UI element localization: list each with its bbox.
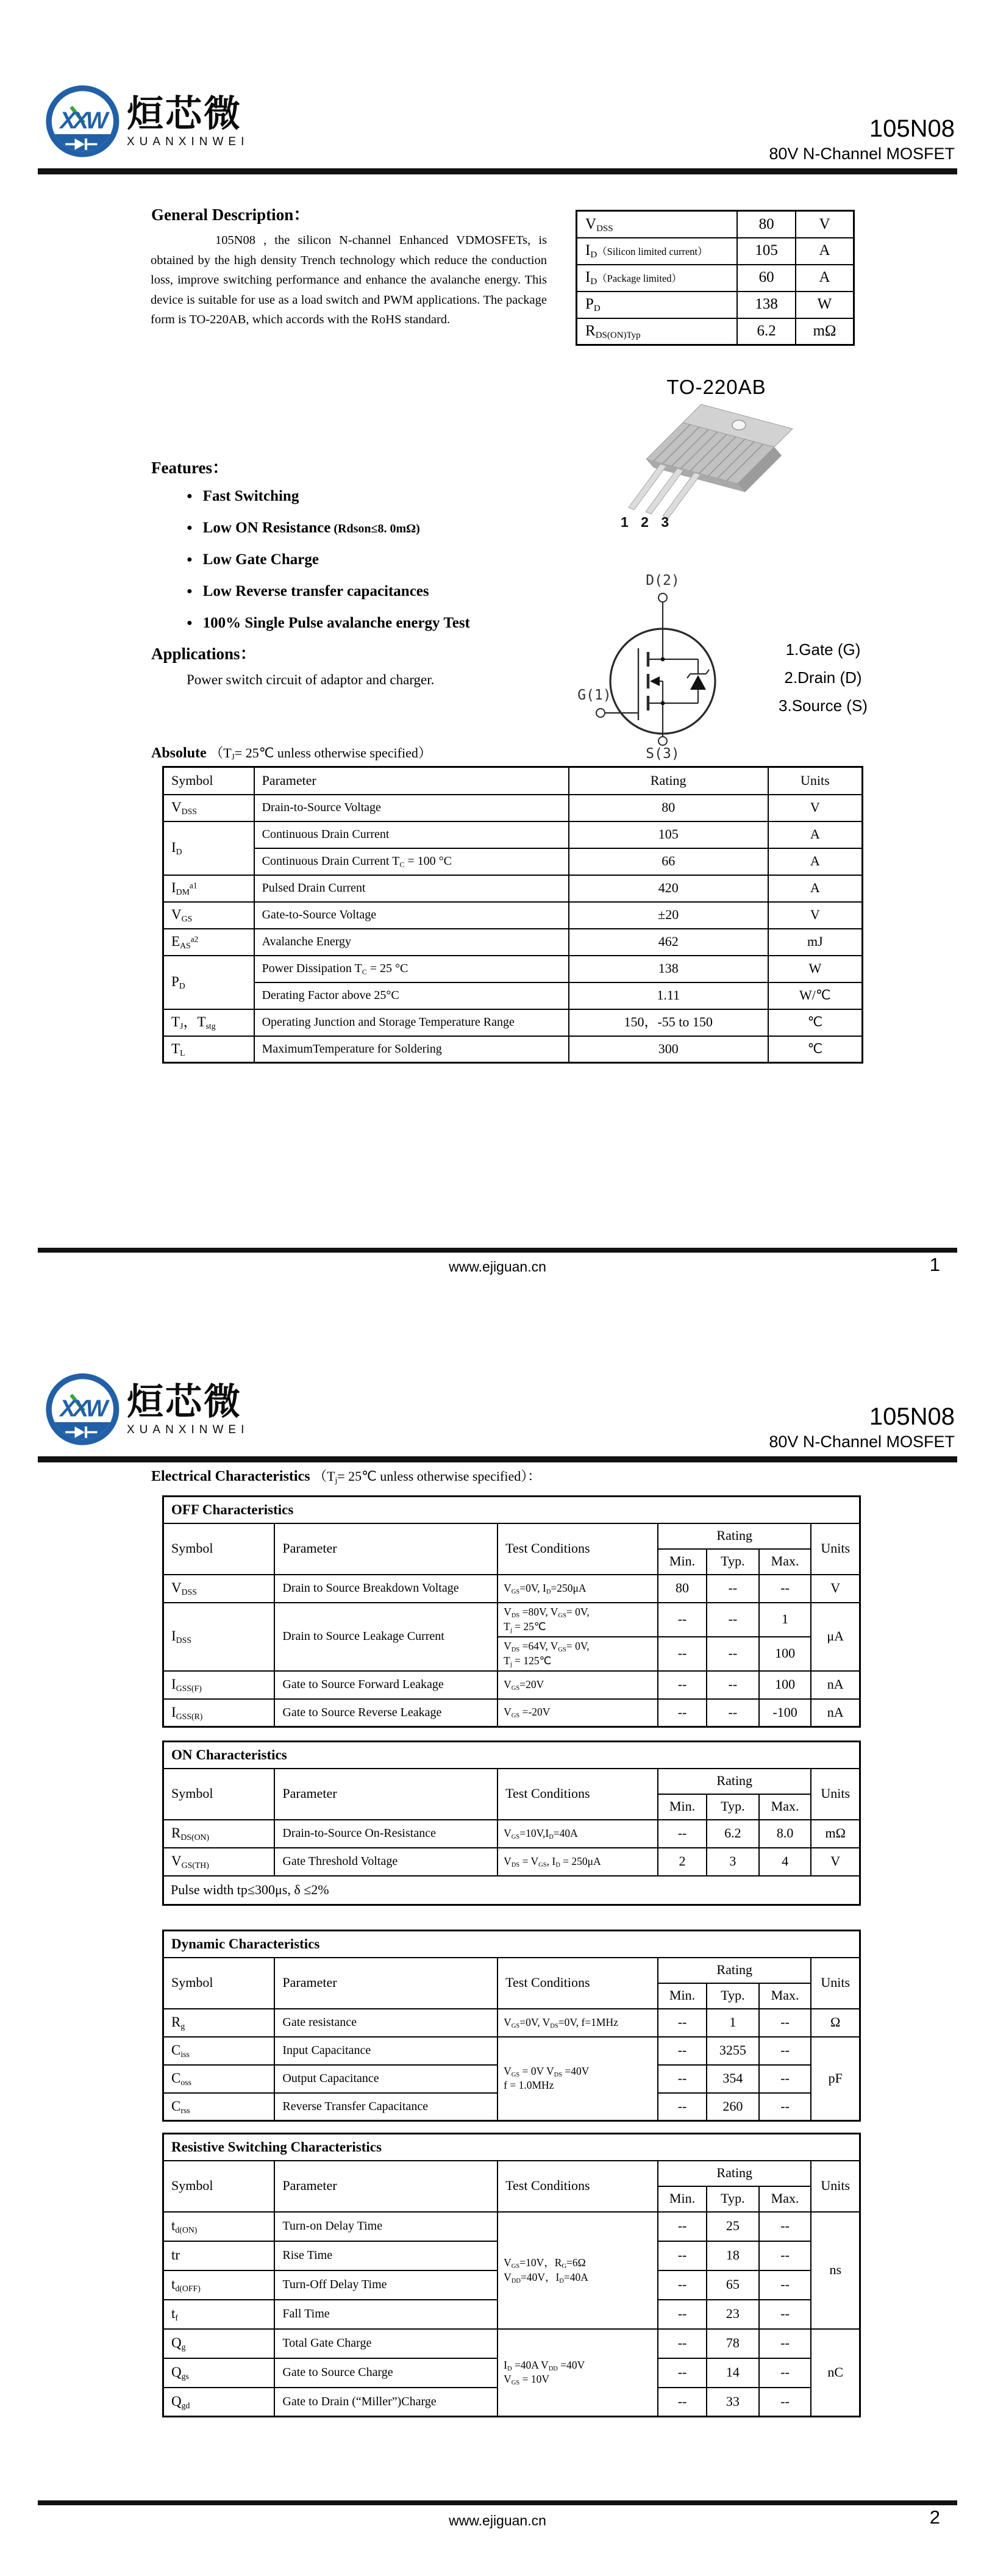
dynamic-characteristics-table-grid bbox=[162, 1930, 861, 2122]
table-cell: $C_{oss}$ bbox=[163, 2065, 275, 2093]
table-cell: V bbox=[811, 1848, 860, 1876]
table-cell: ns bbox=[811, 2212, 860, 2329]
electrical-characteristics-title-line bbox=[151, 1466, 541, 1485]
table-cell: A bbox=[768, 821, 863, 848]
table-cell: Rise Time bbox=[274, 2241, 498, 2270]
table-cell: -- bbox=[759, 2009, 811, 2037]
table-cell: 100 bbox=[759, 1637, 811, 1671]
table-cell: 80 bbox=[569, 795, 768, 821]
table-cell: Min. bbox=[658, 1983, 707, 2009]
table-cell: -- bbox=[759, 2212, 811, 2241]
table-cell: -- bbox=[658, 2093, 707, 2121]
table-cell: 105 bbox=[737, 238, 796, 265]
item-label: Low Reverse transfer capacitances bbox=[202, 583, 429, 599]
table-cell: $I_D$ bbox=[163, 821, 254, 875]
bullet-icon: ● bbox=[187, 523, 193, 533]
table-cell: Ω bbox=[811, 2009, 860, 2037]
section-title: Resistive Switching Characteristics bbox=[163, 2134, 860, 2161]
table-cell: -- bbox=[759, 2300, 811, 2329]
table-cell: $t_{d(OFF)}$ bbox=[163, 2270, 275, 2300]
table-cell: 78 bbox=[707, 2329, 759, 2358]
absolute-title-line bbox=[151, 743, 432, 762]
table-cell: Gate to Drain (“Miller”)Charge bbox=[274, 2388, 498, 2417]
table-cell: -- bbox=[658, 2388, 707, 2417]
table-cell: $V_{GS}=10V$，$R_G=6\Omega$ $V_{DD}=40V$，$I_D=40A$ bbox=[498, 2212, 658, 2329]
footer-url: www.ejiguan.cn bbox=[449, 1259, 546, 1275]
table-cell: Gate to Source Forward Leakage bbox=[274, 1671, 498, 1699]
table-cell: Input Capacitance bbox=[274, 2037, 498, 2065]
table-cell: Test Conditions bbox=[498, 1769, 658, 1820]
pin-numbers-label: 1 2 3 bbox=[621, 514, 674, 530]
table-cell: -- bbox=[707, 1603, 759, 1637]
table-cell: 60 bbox=[737, 265, 796, 292]
table-cell: Gate to Source Reverse Leakage bbox=[274, 1699, 498, 1727]
table-cell: 150，-55 to 150 bbox=[569, 1009, 768, 1036]
table-cell: W/℃ bbox=[768, 982, 863, 1009]
table-cell: mΩ bbox=[811, 1820, 860, 1848]
table-cell: Drain to Source Leakage Current bbox=[274, 1603, 498, 1671]
off-characteristics-table bbox=[162, 1495, 861, 1728]
table-cell: Max. bbox=[759, 1549, 811, 1575]
table-cell: Avalanche Energy bbox=[254, 929, 569, 956]
table-cell: -- bbox=[759, 1575, 811, 1603]
header-rule bbox=[38, 168, 957, 174]
table-cell: Rating bbox=[658, 2161, 811, 2186]
features-title: Features： bbox=[151, 459, 229, 477]
table-cell: Test Conditions bbox=[498, 2161, 658, 2212]
item-note: (Rdson≤8. 0mΩ) bbox=[333, 522, 420, 535]
table-cell: Max. bbox=[759, 2186, 811, 2212]
section-title: OFF Characteristics bbox=[163, 1497, 860, 1523]
table-cell: Pulsed Drain Current bbox=[254, 875, 569, 902]
table-cell: Min. bbox=[658, 2186, 707, 2212]
feature-item bbox=[187, 615, 470, 634]
table-cell: Symbol bbox=[163, 1769, 275, 1820]
table-cell: 18 bbox=[707, 2241, 759, 2270]
table-note: Pulse width tp≤300μs, δ ≤2% bbox=[163, 1876, 860, 1905]
table-cell: $R_{DS(ON)Typ}$ bbox=[577, 318, 738, 345]
absolute-title: Absolute bbox=[151, 745, 207, 761]
table-cell: -- bbox=[707, 1575, 759, 1603]
table-cell: -- bbox=[658, 1603, 707, 1637]
table-cell: nC bbox=[811, 2329, 860, 2417]
bullet-icon: ● bbox=[187, 491, 193, 501]
table-cell: $V_{DSS}$ bbox=[163, 1575, 275, 1603]
table-cell: 3 bbox=[707, 1848, 759, 1876]
applications-title: Applications： bbox=[151, 645, 257, 663]
resistive-switching-table-grid bbox=[162, 2133, 861, 2417]
table-cell: $V_{GS}=0V$, $I_D=250\mu A$ bbox=[498, 1575, 658, 1603]
brand-text bbox=[127, 1383, 249, 1437]
table-cell: Rating bbox=[658, 1523, 811, 1549]
table-cell: $V_{DS} =64V$, $V_{GS}= 0V$, $T_j$ = 125℃ bbox=[498, 1637, 658, 1671]
table-cell: V bbox=[796, 211, 854, 238]
table-cell: -- bbox=[658, 1671, 707, 1699]
table-cell: Drain-to-Source On-Resistance bbox=[274, 1820, 498, 1848]
table-cell: $I_{GSS(F)}$ bbox=[163, 1671, 275, 1699]
table-cell: -- bbox=[658, 2270, 707, 2300]
table-cell: -- bbox=[658, 2212, 707, 2241]
table-cell: Test Conditions bbox=[498, 1523, 658, 1575]
table-cell: $V_{GS(TH)}$ bbox=[163, 1848, 275, 1876]
table-cell: ℃ bbox=[768, 1036, 863, 1063]
page-number: 1 bbox=[929, 1254, 940, 1275]
brand-name-cn: 烜芯微 bbox=[127, 1381, 242, 1423]
table-cell: $I_{DSS}$ bbox=[163, 1603, 275, 1671]
table-cell: $I_D =40A$ $V_{DD} =40V$ $V_{GS} = 10V$ bbox=[498, 2329, 658, 2417]
feature-item bbox=[187, 551, 470, 571]
table-cell: $V_{DS} =80V$, $V_{GS}= 0V$, $T_j$ = 25℃ bbox=[498, 1603, 658, 1637]
absolute-condition: （$T_J=$ 25℃ unless otherwise specified） bbox=[210, 745, 432, 762]
table-cell: mJ bbox=[768, 929, 863, 956]
table-cell: -- bbox=[658, 1637, 707, 1671]
table-cell: 300 bbox=[569, 1036, 768, 1063]
table-cell: Typ. bbox=[707, 1983, 759, 2009]
table-cell: A bbox=[796, 238, 854, 265]
quick-spec-table bbox=[576, 210, 855, 346]
table-cell: V bbox=[768, 795, 863, 821]
table-cell: $V_{GS}=20V$ bbox=[498, 1671, 658, 1699]
table-cell: Typ. bbox=[707, 2186, 759, 2212]
package-image bbox=[591, 399, 854, 531]
table-cell: $I_D(Package$ limited） bbox=[577, 265, 738, 292]
table-cell: Max. bbox=[759, 1794, 811, 1820]
general-description-title: General Description： bbox=[151, 206, 310, 224]
table-cell: 25 bbox=[707, 2212, 759, 2241]
brand-name-en: XUANXINWEI bbox=[127, 1423, 249, 1436]
table-cell: Rating bbox=[658, 1958, 811, 1983]
table-cell: -- bbox=[658, 1820, 707, 1848]
table-cell: -- bbox=[658, 2300, 707, 2329]
table-cell: W bbox=[796, 292, 854, 318]
absolute-max-ratings-table-grid bbox=[162, 766, 863, 1064]
table-cell: Derating Factor above 25°C bbox=[254, 982, 569, 1009]
table-cell: Rating bbox=[569, 767, 768, 795]
table-cell: $V_{DS} = V_{GS}$, $I_D = 250\mu A$ bbox=[498, 1848, 658, 1876]
on-characteristics-table-grid bbox=[162, 1741, 861, 1906]
table-cell: $Q_g$ bbox=[163, 2329, 275, 2358]
table-cell: nA bbox=[811, 1671, 860, 1699]
table-cell: A bbox=[768, 875, 863, 902]
package-label: TO-220AB bbox=[666, 376, 766, 398]
table-cell: Symbol bbox=[163, 1958, 275, 2009]
doc-title-block bbox=[769, 116, 955, 163]
table-cell: $V_{GS} = 0V$ $V_{DS} =40V$ f = 1.0MHz bbox=[498, 2037, 658, 2121]
table-cell: Units bbox=[811, 2161, 860, 2212]
table-cell: 2 bbox=[658, 1848, 707, 1876]
electrical-characteristics-title: Electrical Characteristics bbox=[151, 1469, 310, 1484]
table-cell: 100 bbox=[759, 1671, 811, 1699]
table-cell: $C_{iss}$ bbox=[163, 2037, 275, 2065]
table-cell: Max. bbox=[759, 1983, 811, 2009]
table-cell: Drain to Source Breakdown Voltage bbox=[274, 1575, 498, 1603]
table-cell: -- bbox=[707, 1699, 759, 1727]
table-cell: MaximumTemperature for Soldering bbox=[254, 1036, 569, 1063]
brand-logo-icon bbox=[45, 85, 121, 159]
doc-title-block bbox=[769, 1404, 955, 1451]
table-cell: $I_{GSS(R)}$ bbox=[163, 1699, 275, 1727]
table-cell: $V_{GS}$ bbox=[163, 902, 254, 929]
table-cell: -- bbox=[759, 2358, 811, 2388]
source-label: S(3) bbox=[646, 746, 680, 762]
table-cell: Operating Junction and Storage Temperature Range bbox=[254, 1009, 569, 1036]
table-cell: Parameter bbox=[254, 767, 569, 795]
table-cell: Min. bbox=[658, 1794, 707, 1820]
table-cell: 354 bbox=[707, 2065, 759, 2093]
table-cell: -- bbox=[759, 2388, 811, 2417]
table-cell: $C_{rss}$ bbox=[163, 2093, 275, 2121]
part-subtitle: 80V N-Channel MOSFET bbox=[769, 145, 955, 163]
table-cell: 6.2 bbox=[737, 318, 796, 345]
absolute-max-ratings-table bbox=[162, 766, 863, 1064]
page-2 bbox=[0, 1288, 995, 2576]
table-cell: Typ. bbox=[707, 1794, 759, 1820]
table-cell: $P_D$ bbox=[577, 292, 738, 318]
table-cell: -- bbox=[707, 1637, 759, 1671]
table-cell: Symbol bbox=[163, 767, 254, 795]
table-cell: Units bbox=[811, 1523, 860, 1575]
table-cell: A bbox=[796, 265, 854, 292]
table-cell: 14 bbox=[707, 2358, 759, 2388]
table-cell: Units bbox=[811, 1769, 860, 1820]
table-cell: ℃ bbox=[768, 1009, 863, 1036]
table-cell: μA bbox=[811, 1603, 860, 1671]
pin-legend bbox=[732, 640, 915, 724]
table-cell: Parameter bbox=[274, 1769, 498, 1820]
part-subtitle: 80V N-Channel MOSFET bbox=[769, 1433, 955, 1451]
brand-name-cn: 烜芯微 bbox=[127, 93, 242, 135]
table-cell: A bbox=[768, 848, 863, 875]
table-cell: -- bbox=[658, 2009, 707, 2037]
table-cell: mΩ bbox=[796, 318, 854, 345]
table-cell: -- bbox=[707, 1671, 759, 1699]
table-cell: V bbox=[811, 1575, 860, 1603]
brand-text bbox=[127, 95, 249, 149]
table-cell: nA bbox=[811, 1699, 860, 1727]
pin-legend-item: 2.Drain (D) bbox=[784, 668, 862, 687]
table-cell: $V_{GS} =-20V$ bbox=[498, 1699, 658, 1727]
table-cell: Fall Time bbox=[274, 2300, 498, 2329]
table-cell: $E_{AS}^{a2}$ bbox=[163, 929, 254, 956]
section-title: ON Characteristics bbox=[163, 1742, 860, 1769]
table-cell: -- bbox=[759, 2037, 811, 2065]
feature-item bbox=[187, 583, 470, 603]
table-cell: $V_{DSS}$ bbox=[163, 795, 254, 821]
table-cell: Continuous Drain Current $T_C = 100$ °C bbox=[254, 848, 569, 875]
table-cell: 420 bbox=[569, 875, 768, 902]
footer-url: www.ejiguan.cn bbox=[449, 2513, 546, 2528]
table-cell: Symbol bbox=[163, 2161, 275, 2212]
table-cell: -100 bbox=[759, 1699, 811, 1727]
svg-text:XXW: XXW bbox=[60, 1395, 105, 1422]
table-cell: $T_J$，$T_{stg}$ bbox=[163, 1009, 254, 1036]
table-cell: $I_D(Silicon$ limited current） bbox=[577, 238, 738, 265]
table-cell: $t_f$ bbox=[163, 2300, 275, 2329]
table-cell: Output Capacitance bbox=[274, 2065, 498, 2093]
dynamic-characteristics-table bbox=[162, 1930, 861, 2122]
table-cell: Turn-Off Delay Time bbox=[274, 2270, 498, 2300]
table-cell: -- bbox=[658, 2241, 707, 2270]
off-characteristics-table-grid bbox=[162, 1495, 861, 1728]
table-cell: -- bbox=[759, 2329, 811, 2358]
table-cell: -- bbox=[759, 2093, 811, 2121]
table-cell: $Q_{gs}$ bbox=[163, 2358, 275, 2388]
table-cell: V bbox=[768, 902, 863, 929]
feature-item bbox=[187, 488, 470, 507]
table-cell: 66 bbox=[569, 848, 768, 875]
table-cell: Continuous Drain Current bbox=[254, 821, 569, 848]
table-cell: 105 bbox=[569, 821, 768, 848]
table-cell: $V_{DSS}$ bbox=[577, 211, 738, 238]
table-cell: $P_D$ bbox=[163, 956, 254, 1009]
table-cell: 65 bbox=[707, 2270, 759, 2300]
table-cell: 4 bbox=[759, 1848, 811, 1876]
electrical-characteristics-condition: （$T_j=$ 25℃ unless otherwise specified）： bbox=[313, 1469, 541, 1485]
footer-rule bbox=[38, 2500, 957, 2505]
section-title: Dynamic Characteristics bbox=[163, 1931, 860, 1958]
bullet-icon: ● bbox=[187, 618, 193, 628]
pin-legend-item: 1.Gate (G) bbox=[785, 640, 861, 659]
item-label: 100% Single Pulse avalanche energy Test bbox=[202, 615, 470, 631]
table-cell: 23 bbox=[707, 2300, 759, 2329]
part-number: 105N08 bbox=[869, 1403, 955, 1430]
table-cell: Gate resistance bbox=[274, 2009, 498, 2037]
table-cell: 138 bbox=[569, 956, 768, 982]
item-label: Low ON Resistance bbox=[202, 520, 331, 536]
table-cell: $V_{GS}=10V,I_D=40A$ bbox=[498, 1820, 658, 1848]
table-cell: 1 bbox=[707, 2009, 759, 2037]
features-list bbox=[187, 488, 470, 646]
table-cell: 138 bbox=[737, 292, 796, 318]
table-cell: Parameter bbox=[274, 1958, 498, 2009]
table-cell: Units bbox=[768, 767, 863, 795]
table-cell: 33 bbox=[707, 2388, 759, 2417]
applications-body: Power switch circuit of adaptor and charger. bbox=[187, 672, 435, 687]
item-label: Fast Switching bbox=[202, 488, 299, 504]
table-cell: Parameter bbox=[274, 1523, 498, 1575]
table-cell: 6.2 bbox=[707, 1820, 759, 1848]
table-cell: Parameter bbox=[274, 2161, 498, 2212]
part-number: 105N08 bbox=[869, 115, 955, 142]
table-cell: pF bbox=[811, 2037, 860, 2121]
table-cell: W bbox=[768, 956, 863, 982]
table-cell: Gate-to-Source Voltage bbox=[254, 902, 569, 929]
table-cell: $t_{d(ON)}$ bbox=[163, 2212, 275, 2241]
resistive-switching-table bbox=[162, 2133, 861, 2417]
pin-legend-item: 3.Source (S) bbox=[779, 696, 868, 715]
table-cell: 80 bbox=[737, 211, 796, 238]
table-cell: 3255 bbox=[707, 2037, 759, 2065]
table-cell: Reverse Transfer Capacitance bbox=[274, 2093, 498, 2121]
table-cell: Symbol bbox=[163, 1523, 275, 1575]
feature-item bbox=[187, 520, 470, 539]
table-cell: 1.11 bbox=[569, 982, 768, 1009]
table-cell: Rating bbox=[658, 1769, 811, 1794]
table-cell: Gate to Source Charge bbox=[274, 2358, 498, 2388]
table-cell: -- bbox=[658, 2065, 707, 2093]
table-cell: Min. bbox=[658, 1549, 707, 1575]
table-cell: 8.0 bbox=[759, 1820, 811, 1848]
table-cell: Units bbox=[811, 1958, 860, 2009]
quick-spec-table-grid bbox=[576, 210, 855, 346]
table-cell: -- bbox=[759, 2065, 811, 2093]
gate-label: G(1) bbox=[577, 687, 612, 703]
table-cell: tr bbox=[163, 2241, 275, 2270]
table-cell: Typ. bbox=[707, 1549, 759, 1575]
page-number: 2 bbox=[929, 2506, 940, 2528]
table-cell: $R_{DS(ON)}$ bbox=[163, 1820, 275, 1848]
table-cell: -- bbox=[658, 2358, 707, 2388]
table-cell: Turn-on Delay Time bbox=[274, 2212, 498, 2241]
on-characteristics-table bbox=[162, 1741, 861, 1906]
table-cell: 462 bbox=[569, 929, 768, 956]
svg-text:XXW: XXW bbox=[60, 107, 105, 134]
table-cell: -- bbox=[759, 2270, 811, 2300]
table-cell: 80 bbox=[658, 1575, 707, 1603]
brand-name-en: XUANXINWEI bbox=[127, 135, 249, 148]
table-cell: Drain-to-Source Voltage bbox=[254, 795, 569, 821]
general-description-body: 105N08 , the silicon N-channel Enhanced VDMOSFETs, is obtained by the high density Trench technology which reduce the conduction loss, improve switching performance and enhance the avalanche energy. This device is suitable for use as a load switch and PWM applications. The package form is TO-220AB, which accords with the RoHS standard. bbox=[151, 234, 547, 327]
brand-logo-icon bbox=[45, 1373, 121, 1447]
table-cell: Power Dissipation $T_C = 25$ °C bbox=[254, 956, 569, 982]
table-cell: $I_{DM}^{a1}$ bbox=[163, 875, 254, 902]
table-cell: -- bbox=[658, 2329, 707, 2358]
table-cell: Total Gate Charge bbox=[274, 2329, 498, 2358]
table-cell: $T_L$ bbox=[163, 1036, 254, 1063]
header-rule bbox=[38, 1456, 957, 1462]
table-cell: -- bbox=[658, 2037, 707, 2065]
table-cell: $Q_{gd}$ bbox=[163, 2388, 275, 2417]
table-cell: Test Conditions bbox=[498, 1958, 658, 2009]
table-cell: 260 bbox=[707, 2093, 759, 2121]
item-label: Low Gate Charge bbox=[202, 551, 319, 568]
drain-label: D(2) bbox=[646, 573, 680, 589]
table-cell: $R_g$ bbox=[163, 2009, 275, 2037]
table-cell: $V_{GS}=0V$, $V_{DS}=0V$, f=1MHz bbox=[498, 2009, 658, 2037]
footer-rule bbox=[38, 1248, 957, 1253]
bullet-icon: ● bbox=[187, 554, 193, 565]
table-cell: ±20 bbox=[569, 902, 768, 929]
table-cell: -- bbox=[759, 2241, 811, 2270]
bullet-icon: ● bbox=[187, 586, 193, 596]
table-cell: 1 bbox=[759, 1603, 811, 1637]
table-cell: Gate Threshold Voltage bbox=[274, 1848, 498, 1876]
table-cell: -- bbox=[658, 1699, 707, 1727]
